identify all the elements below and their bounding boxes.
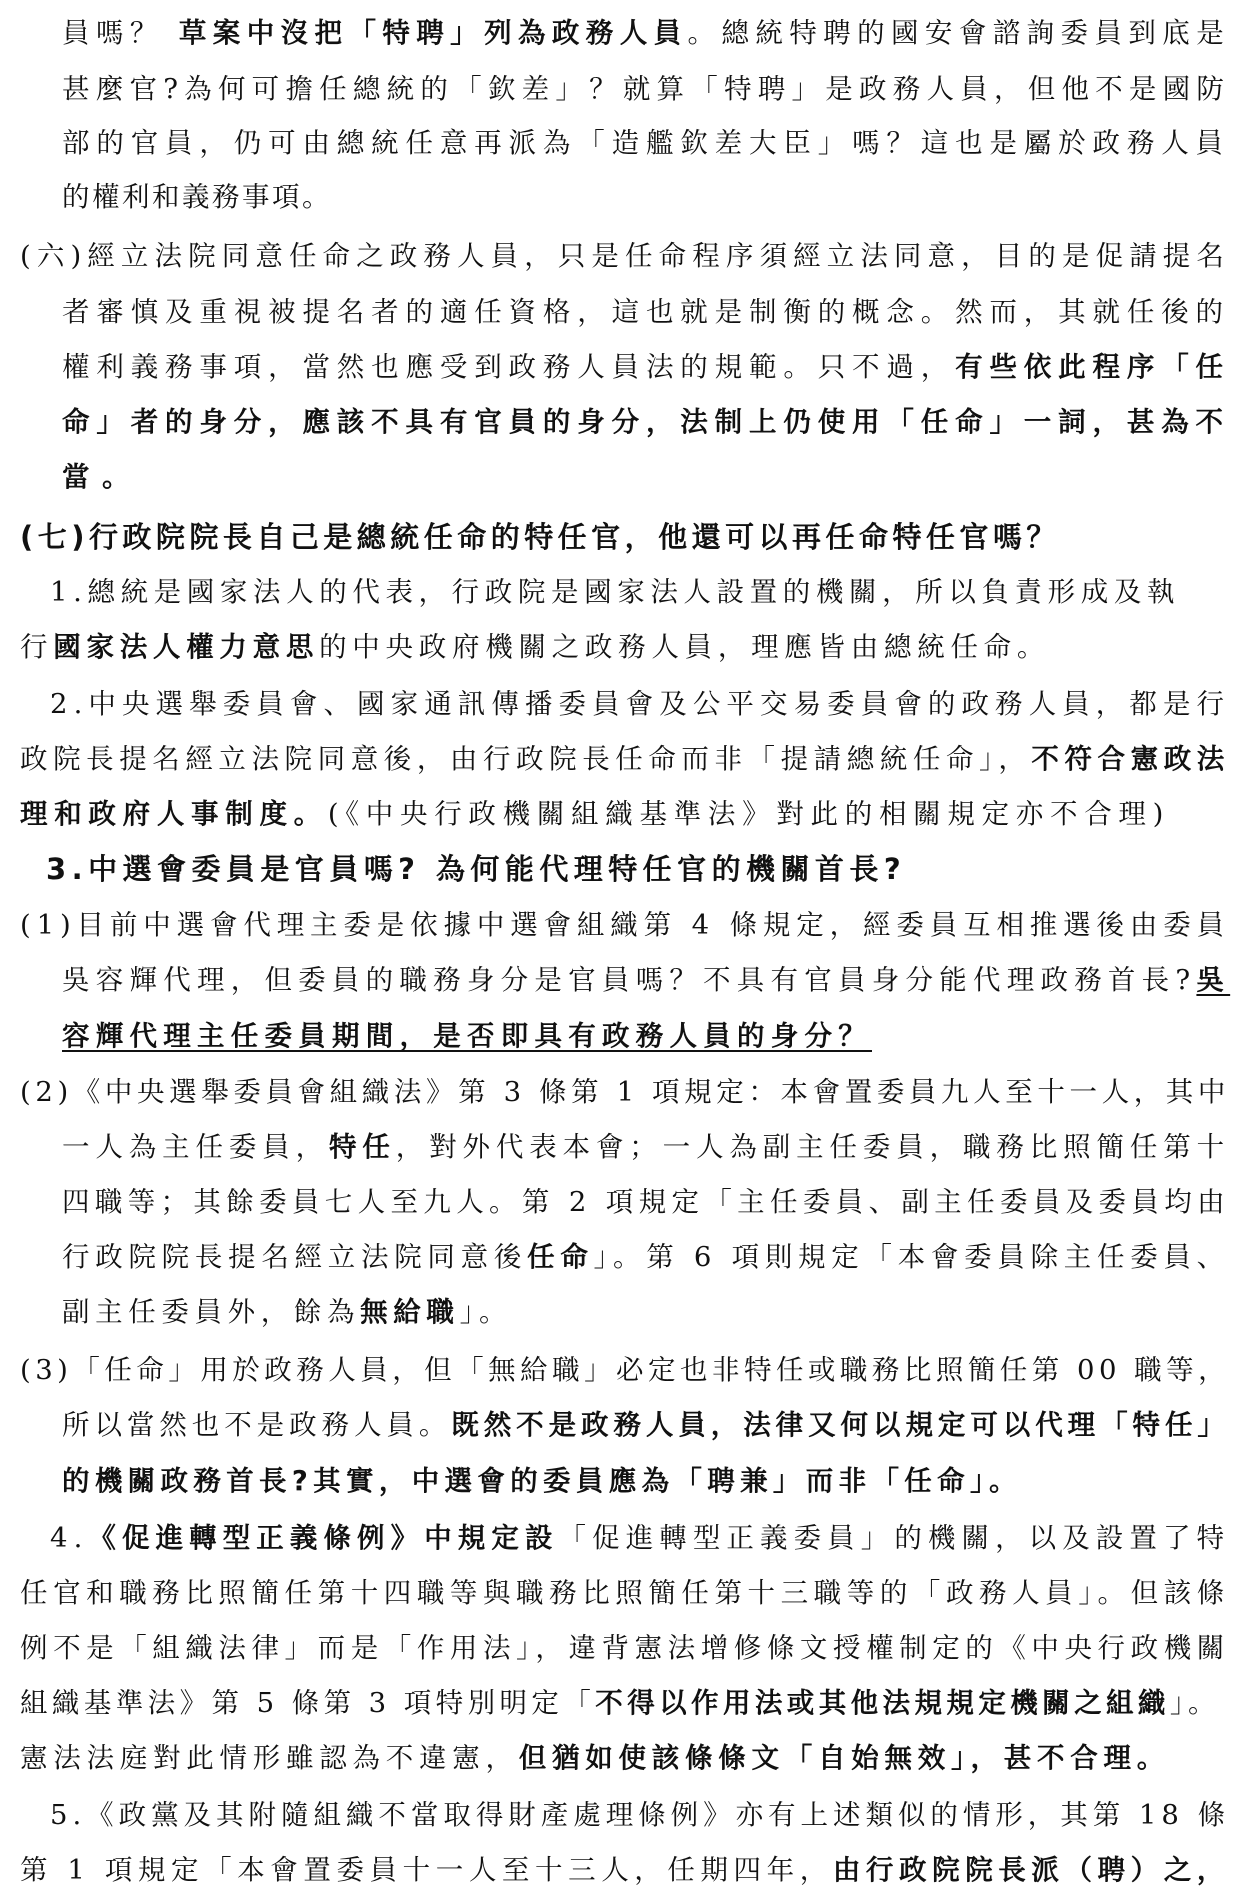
text-segment: (1)目前中選會代理主委是依據中選會組織第 4 條規定，經委員互相推選後由委員 — [20, 909, 1230, 941]
text-segment: 吳 — [1196, 964, 1231, 996]
text-segment: 任官和職務比照簡任第十四職等與職務比照簡任第十三職等的「政務人員」。但該條 — [20, 1577, 1230, 1609]
text-segment: 無給職 — [360, 1296, 460, 1328]
text-line — [50, 684, 1230, 724]
text-segment: 4. — [50, 1522, 89, 1554]
text-segment: 有些依此程序「任 — [955, 351, 1230, 383]
text-line — [50, 572, 1180, 612]
text-segment: 《促進轉型正義條例》中規定設 — [88, 1522, 559, 1554]
text-segment: 不符合憲政法 — [1031, 743, 1230, 775]
text-segment: 草案中沒把「特聘」列為政務人員 — [178, 17, 688, 49]
text-segment: 政院長提名經立法院同意後，由行政院長任命而非「提請總統任命」， — [20, 743, 1032, 775]
text-line — [20, 739, 1230, 779]
text-line — [20, 1628, 1230, 1668]
text-segment: 既然不是政務人員，法律又何以規定可以代理「特任」 — [451, 1409, 1230, 1441]
text-segment: 憲法法庭對此情形雖認為不違憲， — [20, 1742, 519, 1774]
text-segment: (七)行政院院長自己是總統任命的特任官，他還可以再任命特任官嗎？ — [20, 520, 1060, 554]
text-segment: 」。 — [459, 1296, 513, 1328]
text-segment: 」。 — [1169, 1687, 1220, 1719]
text-line — [62, 960, 1230, 1000]
text-segment: 例不是「組織法律」而是「作用法」，違背憲法增修條文授權制定的《中央行政機關 — [20, 1632, 1230, 1664]
text-segment: (《中央行政機關組織基準法》對此的相關規定亦不合理) — [327, 798, 1171, 830]
text-line — [62, 177, 332, 217]
text-segment: 一人為主任委員， — [62, 1131, 329, 1163]
text-segment: 行 — [20, 631, 54, 663]
text-segment: 3.中選會委員是官員嗎? 為何能代理特任官的機關首長? — [46, 852, 907, 886]
text-segment: 5.《政黨及其附隨組織不當取得財產處理條例》亦有上述類似的情形，其第 18 條 — [50, 1799, 1231, 1831]
text-segment: 國家法人權力意思 — [53, 631, 320, 663]
text-line — [20, 1350, 1230, 1390]
text-line — [20, 1072, 1230, 1112]
text-line — [62, 1016, 872, 1056]
text-segment: 2.中央選舉委員會、國家通訊傳播委員會及公平交易委員會的政務人員，都是行 — [50, 688, 1231, 720]
text-segment: 理和政府人事制度。 — [20, 798, 328, 830]
text-line — [20, 236, 1230, 276]
text-segment: 副主任委員外，餘為 — [62, 1296, 361, 1328]
text-segment: ，對外代表本會；一人為副主任委員，職務比照簡任第十 — [395, 1131, 1230, 1163]
text-segment: 任命 — [527, 1241, 594, 1273]
text-line — [62, 402, 1230, 442]
text-segment: 但猶如使該條條文「自始無效」，甚不合理。 — [518, 1742, 1170, 1774]
text-line — [62, 1292, 512, 1332]
text-line — [20, 1738, 1170, 1778]
text-line — [20, 905, 1230, 945]
text-segment: 員嗎？ — [62, 17, 179, 49]
text-segment: 命」者的身分，應該不具有官員的身分，法制上仍使用「任命」一詞，甚為不 — [62, 406, 1230, 438]
text-segment: (3)「任命」用於政務人員，但「無給職」必定也非特任或職務比照簡任第 00 職等， — [20, 1354, 1231, 1386]
text-segment: (2)《中央選舉委員會組織法》第 3 條第 1 項規定：本會置委員九人至十一人，其中 — [20, 1076, 1231, 1108]
text-segment: 的中央政府機關之政務人員，理應皆由總統任命。 — [319, 631, 1051, 663]
text-segment: 吳容輝代理，但委員的職務身分是官員嗎？不具有官員身分能代理政務首長? — [62, 964, 1197, 996]
section-heading — [46, 849, 906, 889]
text-segment: (六)經立法院同意任命之政務人員，只是任命程序須經立法同意，目的是促請提名 — [20, 240, 1231, 272]
text-segment: 由行政院院長派（聘）之， — [832, 1854, 1230, 1886]
text-line — [62, 1182, 1230, 1222]
text-segment: 不得以作用法或其他法規規定機關之組織 — [595, 1687, 1170, 1719]
text-segment: 當。 — [62, 461, 142, 493]
text-line — [20, 1573, 1230, 1613]
text-line — [62, 13, 1230, 53]
text-segment: 所以當然也不是政務人員。 — [62, 1409, 452, 1441]
text-segment: 」。第 6 項則規定「本會委員除主任委員、 — [593, 1241, 1230, 1273]
text-line — [20, 1683, 1220, 1723]
text-segment: 權利義務事項，當然也應受到政務人員法的規範。只不過， — [62, 351, 956, 383]
text-line — [62, 1237, 1230, 1277]
text-line — [50, 1518, 1230, 1558]
text-line — [20, 794, 1170, 834]
text-segment: 者審慎及重視被提名者的適任資格，這也就是制衡的概念。然而，其就任後的 — [62, 296, 1230, 328]
text-segment: 甚麼官?為何可擔任總統的「欽差」？就算「特聘」是政務人員，但他不是國防 — [62, 73, 1231, 105]
text-line — [20, 627, 1050, 667]
text-line — [62, 123, 1230, 163]
text-segment: 。總統特聘的國安會諮詢委員到底是 — [687, 17, 1231, 49]
text-line — [62, 69, 1230, 109]
text-segment: 的機關政務首長?其實，中選會的委員應為「聘兼」而非「任命」。 — [62, 1465, 1022, 1497]
section-heading — [20, 517, 1060, 557]
text-segment: 行政院院長提名經立法院同意後 — [62, 1241, 528, 1273]
text-line — [62, 292, 1230, 332]
text-segment: 1.總統是國家法人的代表，行政院是國家法人設置的機關，所以負責形成及執 — [50, 576, 1181, 608]
text-segment: 四職等；其餘委員七人至九人。第 2 項規定「主任委員、副主任委員及委員均由 — [62, 1186, 1230, 1218]
text-segment: 組織基準法》第 5 條第 3 項特別明定「 — [20, 1687, 596, 1719]
text-line — [62, 1127, 1230, 1167]
text-line — [62, 347, 1230, 387]
text-segment: 第 1 項規定「本會置委員十一人至十三人，任期四年， — [20, 1854, 833, 1886]
text-segment: 「促進轉型正義委員」的機關，以及設置了特 — [558, 1522, 1231, 1554]
text-line — [62, 1461, 1022, 1501]
text-segment: 部的官員，仍可由總統任意再派為「造艦欽差大臣」嗎？這也是屬於政務人員 — [62, 127, 1230, 159]
text-line — [62, 1405, 1230, 1445]
text-line — [62, 457, 142, 497]
text-segment: 特任 — [328, 1131, 396, 1163]
text-segment: 的權利和義務事項。 — [62, 181, 332, 213]
text-line — [50, 1795, 1230, 1835]
text-segment: 容輝代理主任委員期間，是否即具有政務人員的身分？ — [62, 1020, 872, 1052]
text-line — [20, 1850, 1230, 1890]
